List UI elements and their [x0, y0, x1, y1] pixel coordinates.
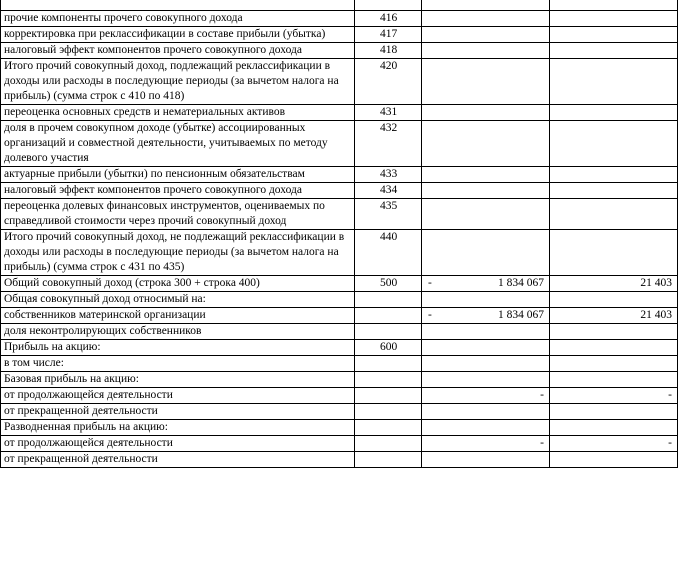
row-value-period-2 — [550, 340, 678, 356]
row-value-period-2: - — [550, 436, 678, 452]
row-value-period-2 — [550, 199, 678, 230]
row-value-period-1 — [422, 340, 550, 356]
table-row — [1, 308, 678, 324]
row-value-period-1 — [422, 404, 550, 420]
value-1-amount: - — [540, 389, 544, 401]
row-label: актуарные прибыли (убытки) по пенсионным обязательствам — [1, 167, 355, 183]
row-value-period-1 — [422, 388, 550, 404]
value-1-amount: 1 834 067 — [498, 309, 544, 321]
row-value-period-2 — [550, 105, 678, 121]
value-1-amount: - — [540, 437, 544, 449]
row-code: 435 — [355, 199, 422, 230]
table-row — [1, 324, 678, 340]
row-value-period-1 — [422, 372, 550, 388]
row-code: 420 — [355, 59, 422, 105]
row-value-period-2 — [550, 59, 678, 105]
row-value-period-1 — [422, 43, 550, 59]
row-value-period-2 — [550, 43, 678, 59]
row-value-period-1 — [422, 121, 550, 167]
table-row — [1, 121, 678, 167]
table-row — [1, 436, 678, 452]
row-code — [355, 452, 422, 468]
row-value-period-1 — [422, 0, 550, 11]
value-1-prefix: - — [428, 309, 432, 321]
table-row — [1, 340, 678, 356]
row-code: 416 — [355, 11, 422, 27]
value-1-prefix: - — [428, 277, 432, 289]
row-code — [355, 436, 422, 452]
row-label: от продолжающейся деятельности — [1, 388, 355, 404]
table-row — [1, 27, 678, 43]
row-code — [355, 420, 422, 436]
row-label: доля в прочем совокупном доходе (убытке) ассоциированных организаций и совместной деятельности, учитываемых по методу долевого участия — [1, 121, 355, 167]
row-value-period-1 — [422, 436, 550, 452]
row-value-period-2 — [550, 292, 678, 308]
row-code — [355, 292, 422, 308]
table-row — [1, 59, 678, 105]
row-code — [355, 388, 422, 404]
row-code: 432 — [355, 121, 422, 167]
row-value-period-1 — [422, 183, 550, 199]
row-value-period-1 — [422, 420, 550, 436]
table-row — [1, 404, 678, 420]
table-body — [1, 0, 678, 468]
table-row — [1, 292, 678, 308]
table-row — [1, 11, 678, 27]
row-code — [355, 324, 422, 340]
table-row — [1, 420, 678, 436]
row-label: Базовая прибыль на акцию: — [1, 372, 355, 388]
row-label: переоценка основных средств и нематериальных активов — [1, 105, 355, 121]
row-code: 417 — [355, 27, 422, 43]
row-value-period-2 — [550, 420, 678, 436]
value-1-amount: 1 834 067 — [498, 277, 544, 289]
row-value-period-2 — [550, 167, 678, 183]
row-value-period-1 — [422, 11, 550, 27]
row-value-period-2 — [550, 0, 678, 11]
row-value-period-2 — [550, 121, 678, 167]
table-row — [1, 372, 678, 388]
table-row — [1, 452, 678, 468]
row-label: Общая совокупный доход относимый на: — [1, 292, 355, 308]
row-label: Разводненная прибыль на акцию: — [1, 420, 355, 436]
row-value-period-2 — [550, 372, 678, 388]
row-value-period-2: 21 403 — [550, 308, 678, 324]
row-value-period-2: - — [550, 388, 678, 404]
row-value-period-2 — [550, 183, 678, 199]
row-value-period-2 — [550, 356, 678, 372]
table-row — [1, 230, 678, 276]
table-row — [1, 388, 678, 404]
row-code: 600 — [355, 340, 422, 356]
table-row — [1, 356, 678, 372]
row-label — [1, 0, 355, 11]
row-code: 418 — [355, 43, 422, 59]
row-value-period-1 — [422, 452, 550, 468]
row-value-period-2 — [550, 27, 678, 43]
row-value-period-1 — [422, 292, 550, 308]
row-value-period-2 — [550, 404, 678, 420]
row-value-period-1 — [422, 105, 550, 121]
table-row — [1, 183, 678, 199]
row-label: собственников материнской организации — [1, 308, 355, 324]
table-row — [1, 167, 678, 183]
row-value-period-2 — [550, 452, 678, 468]
table-row — [1, 276, 678, 292]
row-label: в том числе: — [1, 356, 355, 372]
row-value-period-1 — [422, 276, 550, 292]
row-value-period-1 — [422, 27, 550, 43]
table-row — [1, 105, 678, 121]
row-code: 434 — [355, 183, 422, 199]
row-value-period-1 — [422, 167, 550, 183]
row-label: переоценка долевых финансовых инструментов, оцениваемых по справедливой стоимости через прочий совокупный доход — [1, 199, 355, 230]
row-code — [355, 372, 422, 388]
row-label: налоговый эффект компонентов прочего совокупного дохода — [1, 43, 355, 59]
row-label: прочие компоненты прочего совокупного дохода — [1, 11, 355, 27]
row-label: от прекращенной деятельности — [1, 404, 355, 420]
row-label: доля неконтролирующих собственников — [1, 324, 355, 340]
row-code: 440 — [355, 230, 422, 276]
row-value-period-2 — [550, 230, 678, 276]
row-label: налоговый эффект компонентов прочего совокупного дохода — [1, 183, 355, 199]
row-label: Общий совокупный доход (строка 300 + строка 400) — [1, 276, 355, 292]
row-code: 433 — [355, 167, 422, 183]
table-row — [1, 199, 678, 230]
row-value-period-1 — [422, 324, 550, 340]
row-code: 431 — [355, 105, 422, 121]
row-code — [355, 0, 422, 11]
row-label: Итого прочий совокупный доход, не подлежащий реклассификации в доходы или расходы в последующие периоды (за вычетом налога на прибыль) (сумма строк с 431 по 435) — [1, 230, 355, 276]
row-value-period-1 — [422, 308, 550, 324]
row-value-period-1 — [422, 356, 550, 372]
row-value-period-1 — [422, 59, 550, 105]
row-code — [355, 356, 422, 372]
table-row — [1, 43, 678, 59]
row-label: Прибыль на акцию: — [1, 340, 355, 356]
row-label: от прекращенной деятельности — [1, 452, 355, 468]
row-value-period-2: 21 403 — [550, 276, 678, 292]
row-value-period-2 — [550, 324, 678, 340]
row-code — [355, 308, 422, 324]
row-value-period-2 — [550, 11, 678, 27]
table-row — [1, 0, 678, 11]
row-code: 500 — [355, 276, 422, 292]
row-label: от продолжающейся деятельности — [1, 436, 355, 452]
row-label: Итого прочий совокупный доход, подлежащий реклассификации в доходы или расходы в последующие периоды (за вычетом налога на прибыль) (сумма строк с 410 по 418) — [1, 59, 355, 105]
row-label: корректировка при реклассификации в составе прибыли (убытка) — [1, 27, 355, 43]
row-value-period-1 — [422, 199, 550, 230]
row-code — [355, 404, 422, 420]
row-value-period-1 — [422, 230, 550, 276]
